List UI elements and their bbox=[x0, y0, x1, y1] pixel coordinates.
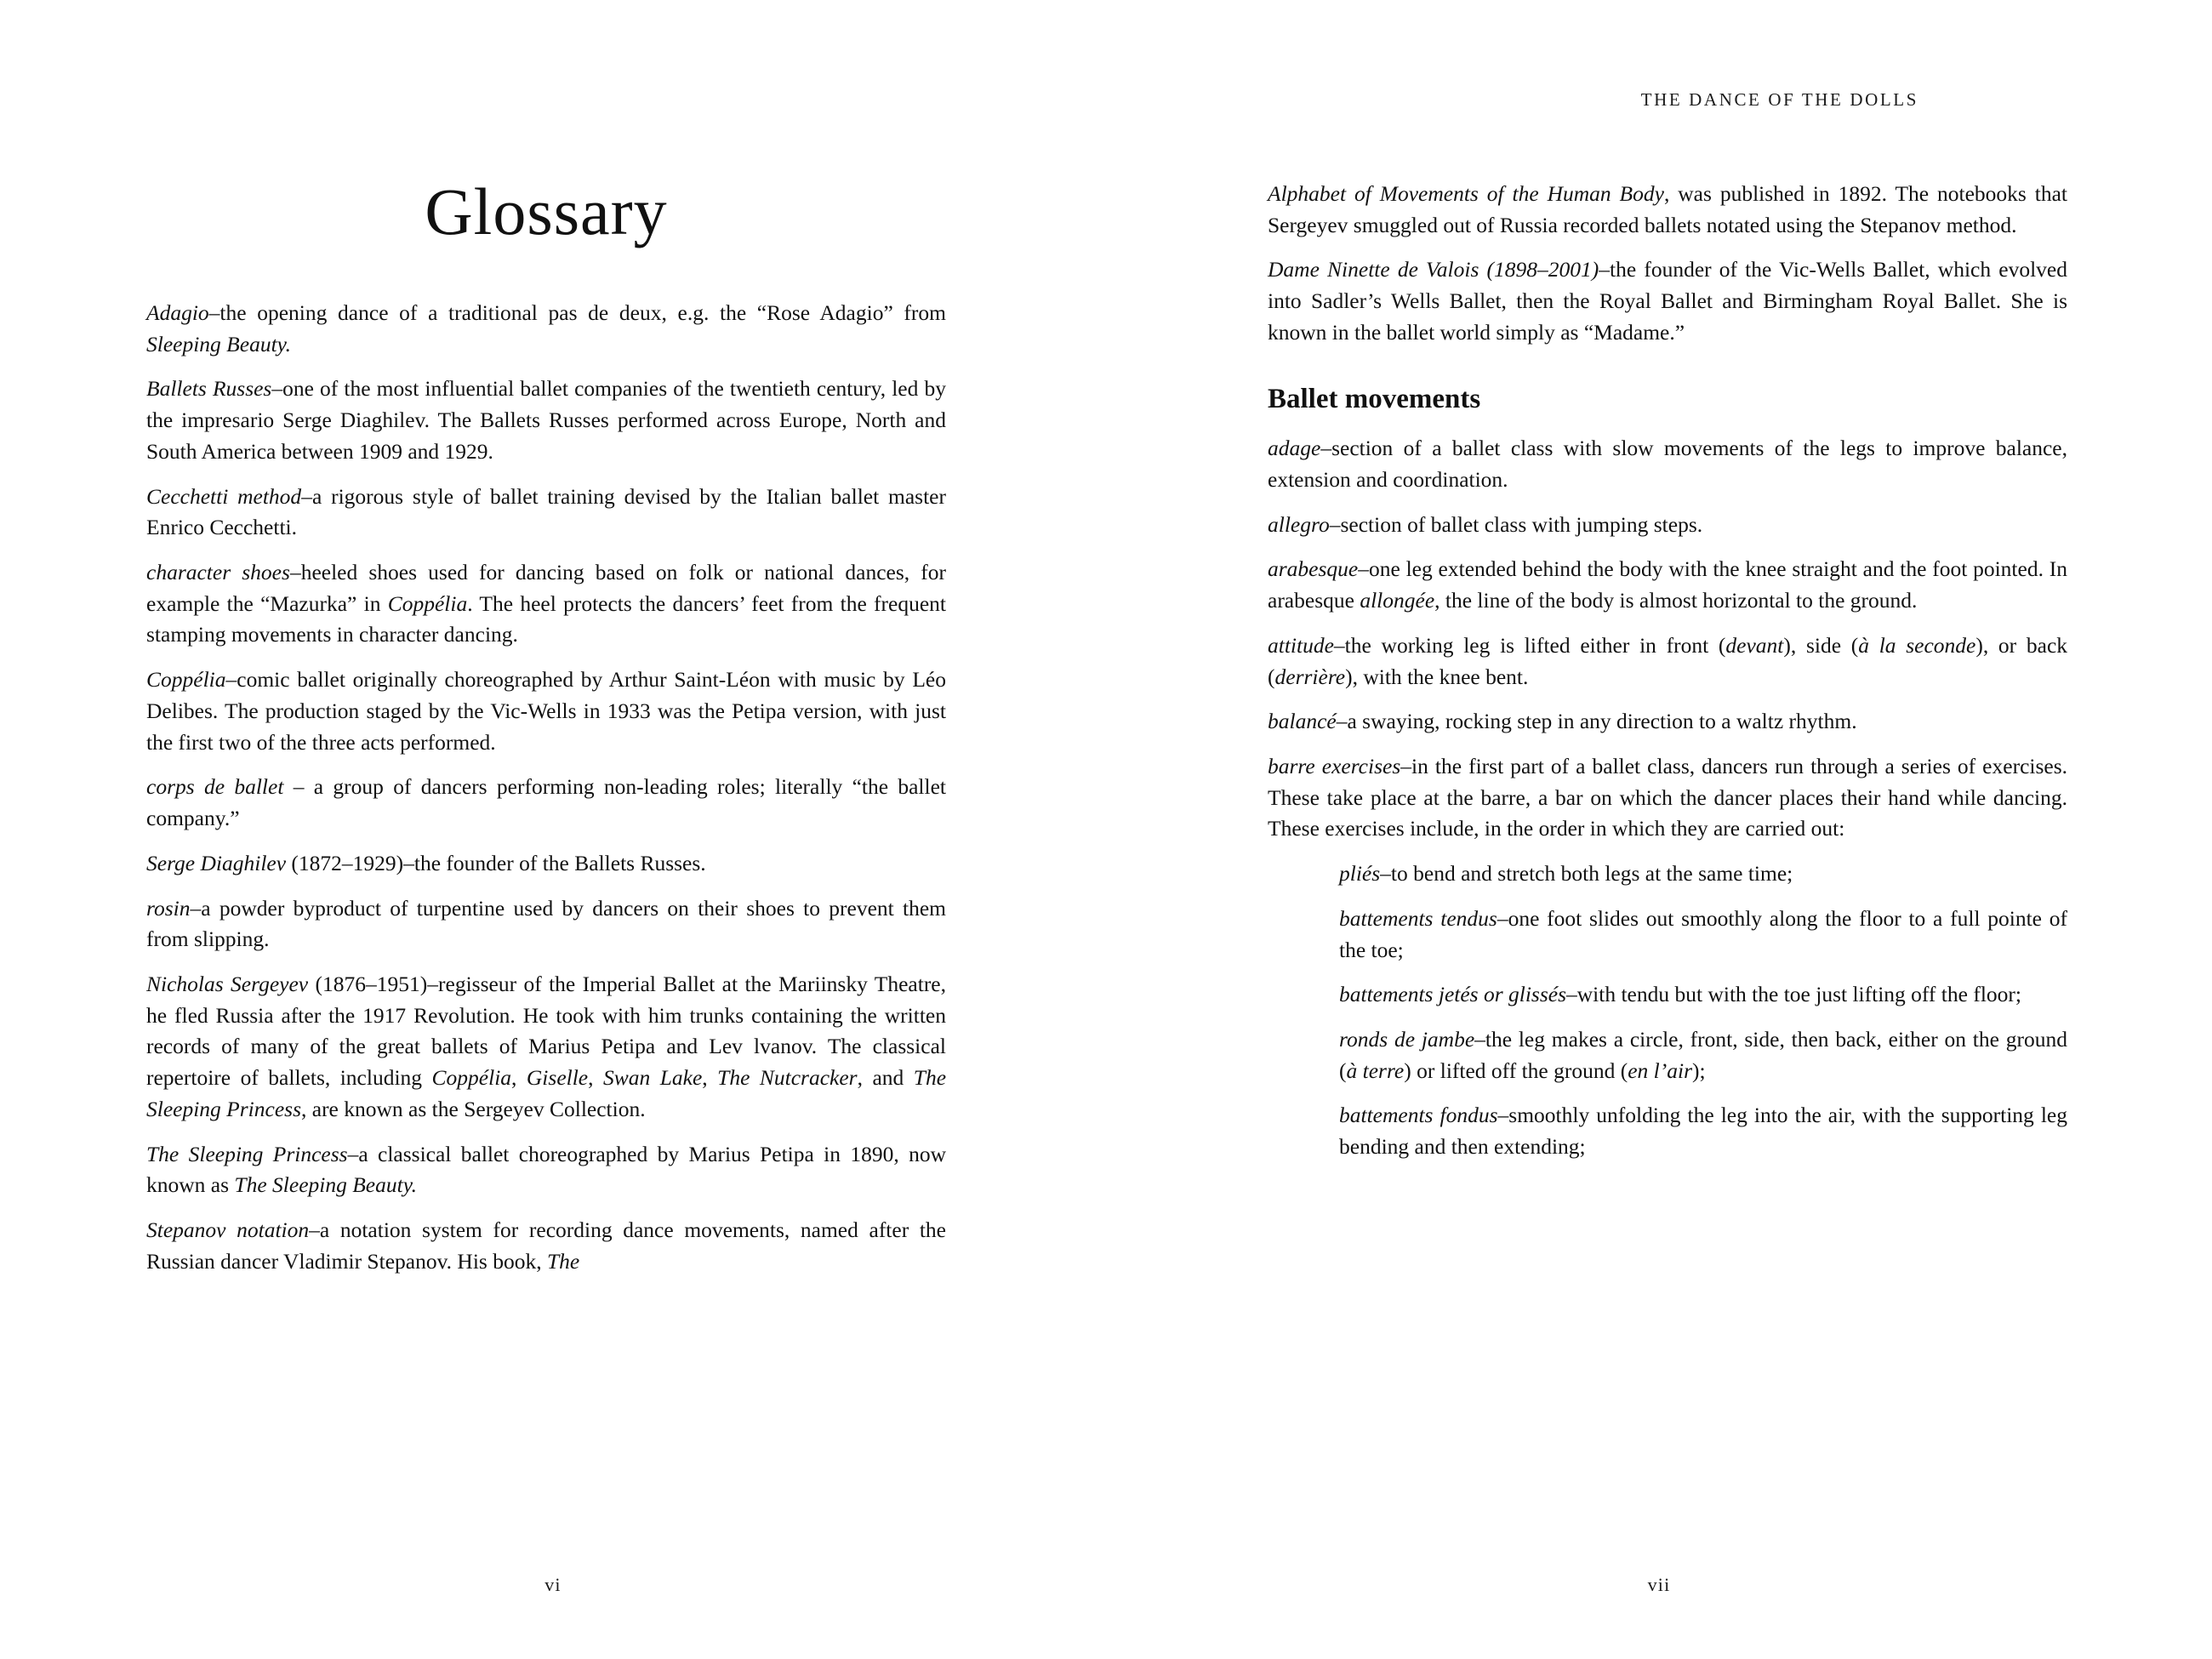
glossary-entry: Nicholas Sergeyev (1876–1951)–regisseur of the Imperial Ballet at the Mariinsky Theatre, he fled Russia after the 1917 Revolution. He took with him trunks containing the written records of many of the great ballets of Marius Petipa and Lev lvanov. The classical repertoire of ballets, including Coppélia, Giselle, Swan Lake, The Nutcracker, and The Sleeping Princess, are known as the Sergeyev Collection. bbox=[146, 971, 947, 1121]
section-heading: Ballet movements bbox=[1268, 383, 1481, 414]
glossary-entry: character shoes–heeled shoes used for dancing based on folk or national dances, for example the “Mazurka” in Coppélia. The heel protects the dancers’ feet from the frequent stamping movements in character dancing. bbox=[146, 560, 946, 647]
page-title: Glossary bbox=[425, 174, 668, 248]
left-column bbox=[146, 174, 947, 1277]
glossary-entry: allegro–section of ballet class with jumping steps. bbox=[1268, 511, 1703, 537]
glossary-entry: Coppélia–comic ballet originally choreographed by Arthur Saint-Léon with music by Léo Delibes. The production staged by the Vic-Wells in 1933 was the Petipa version, with just the first two of the three acts performed. bbox=[146, 667, 946, 755]
page-right bbox=[1106, 0, 2212, 1659]
glossary-entry: barre exercises–in the first part of a ballet class, dancers run through a series of exercises. These take place at the barre, a bar on which the dancer places their hand while dancing. These exercises include, in the order in which they are carried out: bbox=[1268, 753, 2068, 841]
glossary-entry: Serge Diaghilev (1872–1929)–the founder of the Ballets Russes. bbox=[146, 850, 706, 875]
running-head: THE DANCE OF THE DOLLS bbox=[1640, 89, 1918, 110]
glossary-entry: Stepanov notation–a notation system for recording dance movements, named after the Russian dancer Vladimir Stepanov. His book, The bbox=[146, 1217, 946, 1274]
glossary-entry: Cecchetti method–a rigorous style of ballet training devised by the Italian ballet master Enrico Cecchetti. bbox=[146, 483, 946, 540]
glossary-sub-entry: ronds de jambe–the leg makes a circle, front, side, then back, either on the ground (à terre) or lifted off the ground (en l’air); bbox=[1339, 1026, 2067, 1083]
glossary-entry: Adagio–the opening dance of a traditional pas de deux, e.g. the “Rose Adagio” from Sleeping Beauty. bbox=[146, 300, 946, 356]
folio-right: vii bbox=[1647, 1574, 1671, 1595]
glossary-entry-continuation: Alphabet of Movements of the Human Body, was published in 1892. The notebooks that Sergeyev smuggled out of Russia recorded ballets notated using the Stepanov method. bbox=[1268, 181, 2068, 237]
glossary-entry: adage–section of a ballet class with slow movements of the legs to improve balance, extension and coordination. bbox=[1268, 436, 2067, 492]
glossary-sub-entry: battements tendus–one foot slides out smoothly along the floor to a full pointe of the toe; bbox=[1339, 905, 2067, 962]
glossary-entry: balancé–a swaying, rocking step in any direction to a waltz rhythm. bbox=[1268, 709, 1857, 734]
glossary-sub-entry: battements jetés or glissés–with tendu but with the toe just lifting off the floor; bbox=[1339, 982, 2021, 1007]
glossary-entry: rosin–a powder byproduct of turpentine used by dancers on their shoes to prevent them from slipping. bbox=[146, 895, 946, 952]
glossary-sub-entry: battements fondus–smoothly unfolding the leg into the air, with the supporting leg bending and then extending; bbox=[1339, 1103, 2067, 1160]
glossary-entry: Ballets Russes–one of the most influential ballet companies of the twentieth century, led by the impresario Serge Diaghilev. The Ballets Russes performed across Europe, North and South America between 1909 and 1929. bbox=[146, 376, 946, 464]
glossary-entry: attitude–the working leg is lifted either in front (devant), side (à la seconde), or back (derrière), with the knee bent. bbox=[1268, 632, 2068, 689]
right-column bbox=[1268, 179, 2067, 1163]
glossary-entry: The Sleeping Princess–a classical ballet choreographed by Marius Petipa in 1890, now known as The Sleeping Beauty. bbox=[146, 1141, 946, 1198]
glossary-entry: Dame Ninette de Valois (1898–2001)–the founder of the Vic-Wells Ballet, which evolved into Sadler’s Wells Ballet, then the Royal Ballet and Birmingham Royal Ballet. She is known in the ballet world simply as “Madame.” bbox=[1268, 257, 2067, 345]
folio-left: vi bbox=[544, 1574, 562, 1595]
glossary-sub-entry: pliés–to bend and stretch both legs at the same time; bbox=[1339, 861, 1793, 887]
glossary-entry: corps de ballet – a group of dancers performing non-leading roles; literally “the ballet company.” bbox=[146, 774, 947, 831]
glossary-entry: arabesque–one leg extended behind the body with the knee straight and the foot pointed. In arabesque allongée, the line of the body is almost horizontal to the ground. bbox=[1268, 556, 2067, 613]
